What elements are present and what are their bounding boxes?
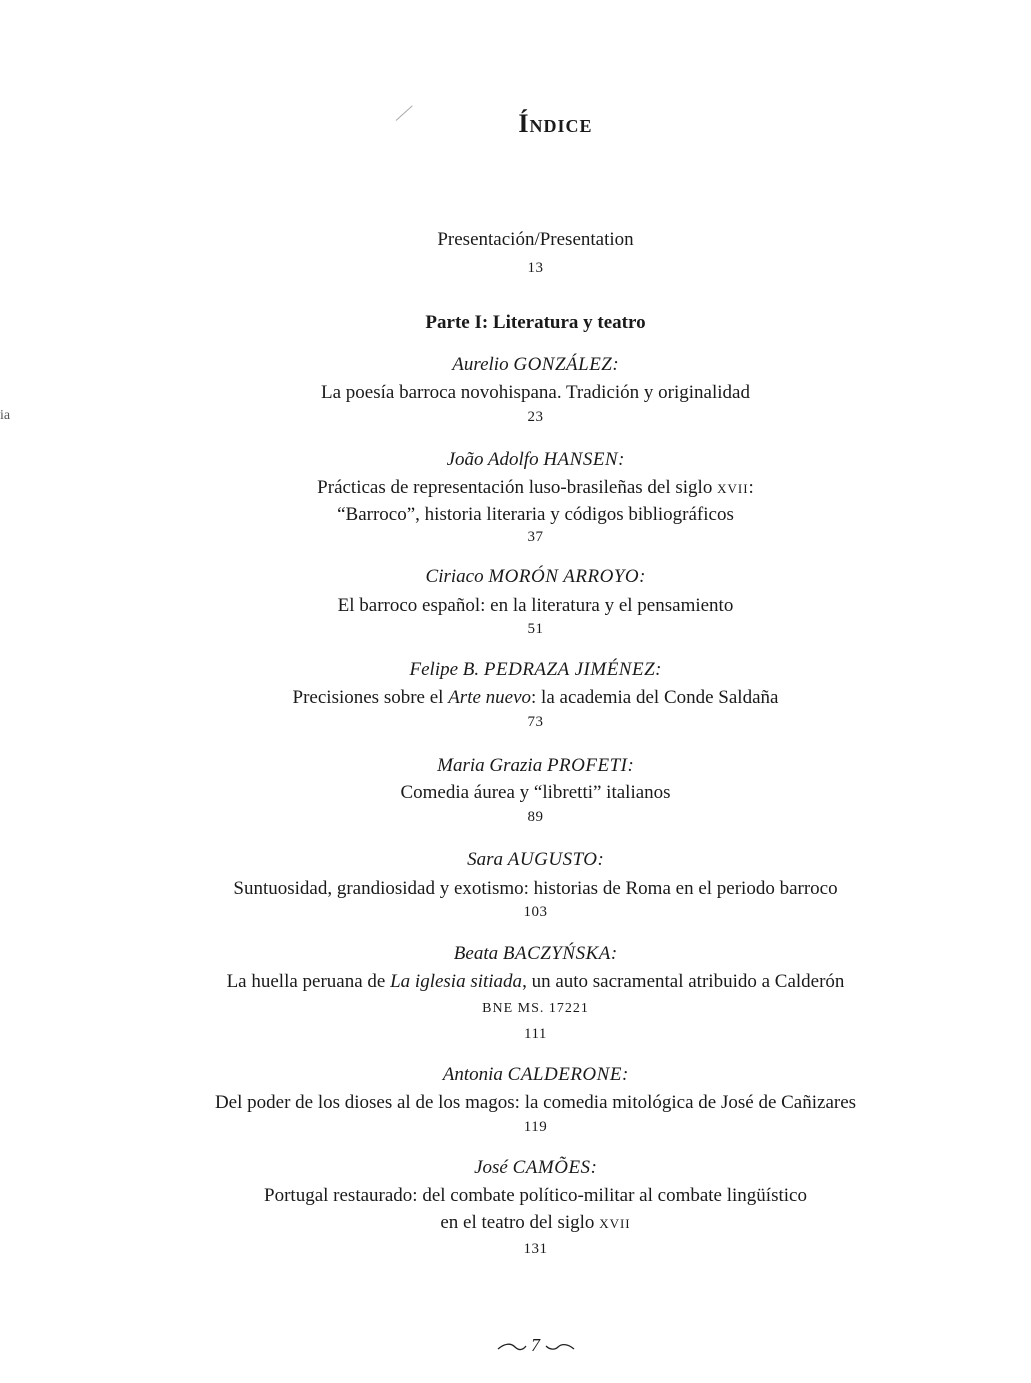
toc-entry-page: 111 [524,1026,547,1042]
title-text: Prácticas de representación luso-brasileñas del siglo [317,477,718,498]
toc-entry-title[interactable] [20,688,1031,707]
toc-entry-title[interactable]: El barroco español: en la literatura y el pensamiento [337,595,734,616]
presentation-page: 13 [527,260,544,276]
author-given-name: Antonia [442,1064,503,1085]
author-given-name: Maria Grazia [437,755,543,776]
toc-entry-title[interactable]: Comedia áurea y “libretti” italianos [400,782,671,803]
title-text: : la academia del Conde Saldaña [531,687,779,708]
author-surname: HANSEN [543,449,619,470]
toc-entry-note: BNE MS. 17221 [482,1001,589,1016]
swash-left-icon [497,1342,527,1352]
toc-entry-title-line2[interactable]: “Barroco”, historia literaria y códigos bibliográficos [337,504,734,525]
title-text: La huella peruana de [226,971,391,992]
title-text: en el teatro del siglo [440,1212,600,1233]
author-surname: BACZYŃSKA [502,943,611,964]
toc-entry-author [20,1065,1031,1084]
toc-entry-author [20,567,1031,586]
toc-entry-page: 119 [523,1119,548,1135]
toc-entry-author [20,450,1031,469]
colon: : [618,449,625,470]
page-folio [20,1336,1031,1354]
toc-entry-title[interactable]: Suntuosidad, grandiosidad y exotismo: historias de Roma en el periodo barroco [233,878,838,899]
folio-number: 7 [531,1335,540,1355]
toc-entry-page: 73 [527,714,544,730]
toc-entry-title[interactable]: La poesía barroca novohispana. Tradición y originalidad [321,382,750,403]
toc-entry-title[interactable]: Portugal restaurado: del combate político-militar al combate lingüístico [264,1185,807,1206]
toc-entry-title-line2[interactable] [20,1213,1031,1232]
toc-entry-author [20,355,1031,374]
author-given-name: Beata [453,943,499,964]
toc-entry-page: 131 [523,1241,548,1257]
part-heading: Parte I: Literatura y teatro [425,312,646,333]
colon: : [590,1157,597,1178]
colon: : [621,1064,629,1085]
title-text: Precisiones sobre el [292,687,449,708]
author-surname: PROFETI [546,755,628,776]
author-given-name: Aurelio [452,354,509,375]
page-title: Índice [518,109,593,138]
colon: : [655,659,662,680]
colon: : [627,755,634,776]
presentation-title[interactable]: Presentación/Presentation [437,229,634,250]
title-text: : [748,477,754,498]
toc-entry-author [20,660,1031,679]
swash-right-icon [545,1342,575,1352]
colon: : [597,849,604,870]
author-given-name: João Adolfo [446,449,539,470]
author-given-name: Ciriaco [425,566,484,587]
colon: : [610,943,618,964]
author-surname: GONZÁLEZ [513,354,613,375]
toc-entry-title[interactable] [20,972,1031,991]
toc-entry-author [20,1158,1031,1177]
title-text: , un auto sacramental atribuido a Calderón [522,971,845,992]
toc-entry-author [20,756,1031,775]
author-surname: CALDERONE [507,1064,622,1085]
toc-entry-page: 89 [527,809,544,825]
century-smallcaps: xvii [717,477,749,498]
colon: : [639,566,646,587]
author-given-name: José [474,1157,508,1178]
toc-entry-page: 51 [527,621,544,637]
century-smallcaps: xvii [599,1212,631,1233]
author-given-name: Felipe B. [409,659,480,680]
author-surname: PEDRAZA JIMÉNEZ [483,659,656,680]
colon: : [612,354,619,375]
author-surname: CAMÕES [512,1157,591,1178]
toc-entry-page: 23 [527,409,544,425]
author-given-name: Sara [467,849,504,870]
title-italic: La iglesia sitiada [390,971,523,992]
title-italic: Arte nuevo [448,687,532,708]
toc-entry-title[interactable]: Del poder de los dioses al de los magos: la comedia mitológica de José de Cañizares [214,1092,857,1113]
toc-entry-page: 37 [527,529,544,545]
toc-entry-author [20,850,1031,869]
edge-bleed-text: ia [0,408,11,423]
author-surname: MORÓN ARROYO [488,566,640,587]
toc-entry-author [20,944,1031,963]
toc-entry-title[interactable] [20,478,1031,497]
toc-entry-page: 103 [523,904,548,920]
author-surname: AUGUSTO [507,849,598,870]
